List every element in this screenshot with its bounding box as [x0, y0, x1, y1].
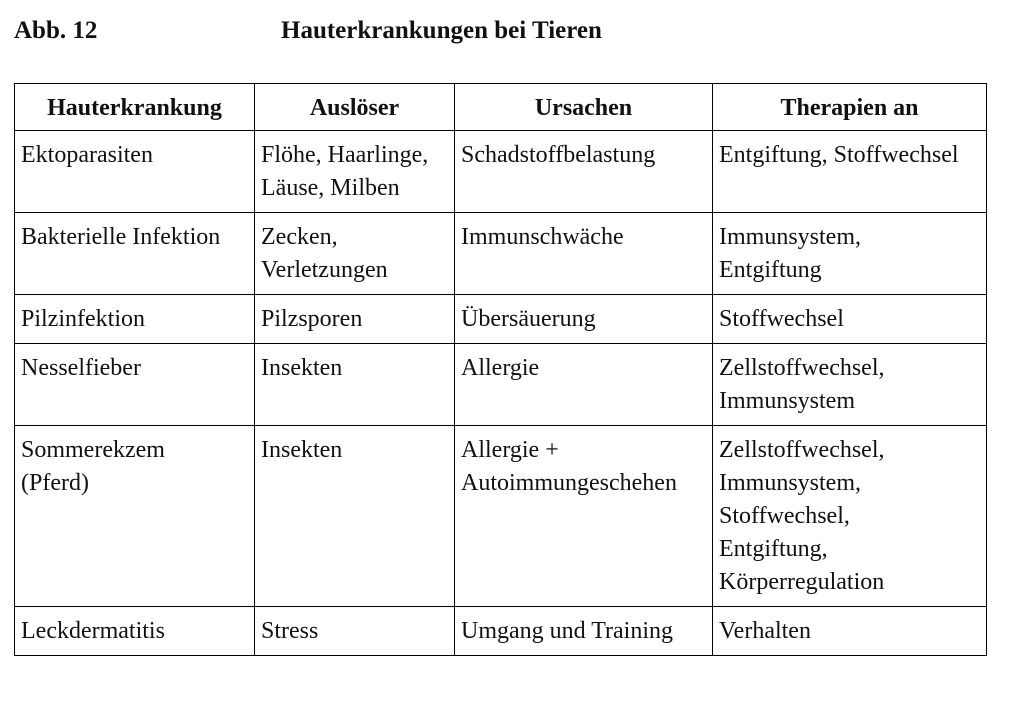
figure-title: Hauterkrankungen bei Tieren [281, 17, 602, 44]
table-row [15, 213, 987, 295]
table-row [15, 344, 987, 426]
cell-trigger: Insekten [255, 344, 455, 426]
table-row [15, 131, 987, 213]
cell-trigger: Insekten [255, 426, 455, 607]
cell-trigger: Pilzsporen [255, 295, 455, 344]
cell-trigger: Flöhe, Haarlinge, Läuse, Milben [255, 131, 455, 213]
cell-therapy: Immunsystem, Entgiftung [713, 213, 987, 295]
header-hauterkrankung: Hauterkrankung [15, 84, 255, 131]
cell-cause: Schadstoffbelastung [455, 131, 713, 213]
cell-therapy: Stoffwechsel [713, 295, 987, 344]
cell-cause: Übersäuerung [455, 295, 713, 344]
cell-therapy: Entgiftung, Stoffwechsel [713, 131, 987, 213]
table-row [15, 607, 987, 656]
header-ursachen: Ursachen [455, 84, 713, 131]
cell-disease: Nesselfieber [15, 344, 255, 426]
skin-disease-table [14, 83, 987, 656]
header-therapien: Therapien an [713, 84, 987, 131]
cell-disease: Bakterielle Infektion [15, 213, 255, 295]
table-header-row [15, 84, 987, 131]
cell-disease: Sommerekzem (Pferd) [15, 426, 255, 607]
table-row [15, 426, 987, 607]
cell-cause: Allergie + Autoimmungeschehen [455, 426, 713, 607]
cell-therapy: Zellstoffwechsel, Immunsystem, Stoffwechsel, Entgiftung, Körperregulation [713, 426, 987, 607]
cell-cause: Immunschwäche [455, 213, 713, 295]
cell-cause: Allergie [455, 344, 713, 426]
cell-therapy: Verhalten [713, 607, 987, 656]
table-row [15, 295, 987, 344]
figure-label: Abb. 12 [14, 17, 98, 44]
cell-disease: Pilzinfektion [15, 295, 255, 344]
cell-trigger: Stress [255, 607, 455, 656]
cell-therapy: Zellstoffwechsel, Immunsystem [713, 344, 987, 426]
cell-disease: Leckdermatitis [15, 607, 255, 656]
cell-cause: Umgang und Training [455, 607, 713, 656]
cell-disease: Ektoparasiten [15, 131, 255, 213]
cell-trigger: Zecken, Verletzungen [255, 213, 455, 295]
header-ausloeser: Auslöser [255, 84, 455, 131]
